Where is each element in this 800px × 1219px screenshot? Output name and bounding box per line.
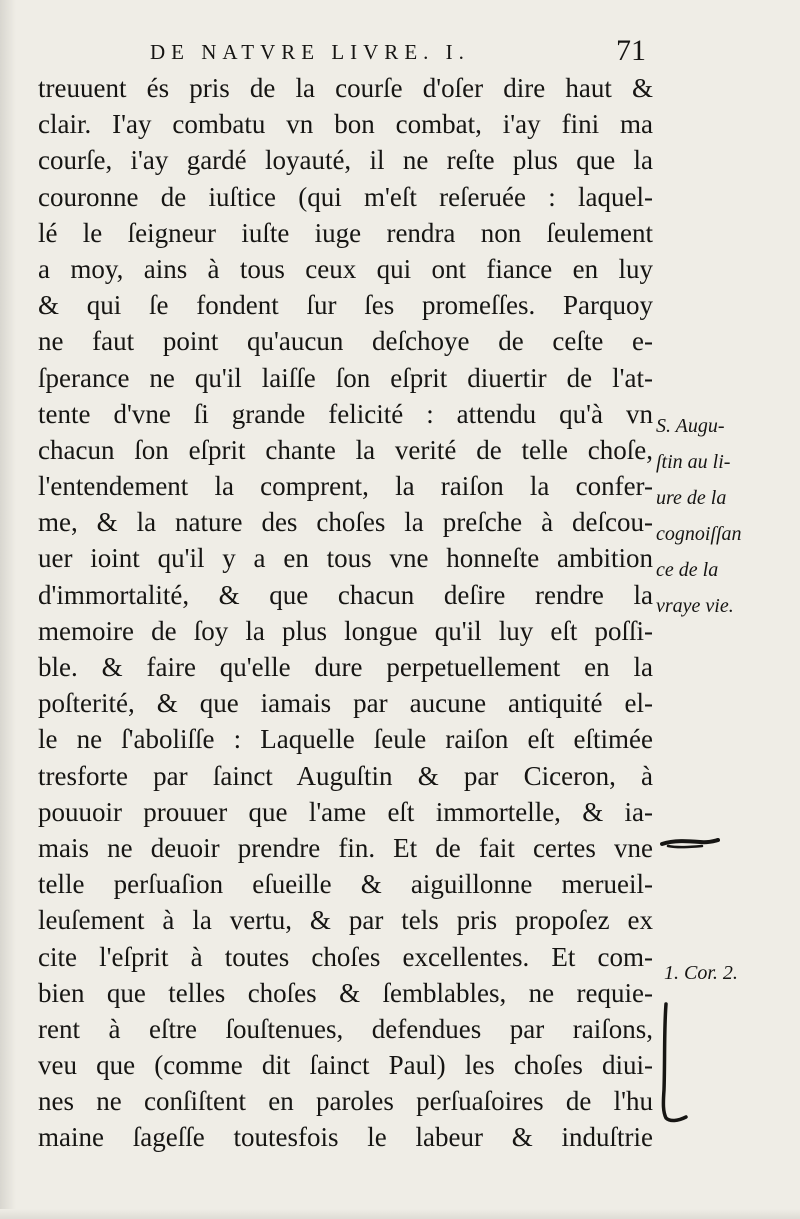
text-line: leuſement à la vertu, & par tels pris propoſez ex <box>38 905 653 936</box>
text-line: ſperance ne qu'il laiſſe ſon eſprit diuertir de l'at- <box>38 362 653 393</box>
text-line: pouuoir prouuer que l'ame eſt immortelle, & ia- <box>38 796 653 827</box>
page-gutter-shadow <box>0 0 16 1219</box>
text-line: uer ioint qu'il y a en tous vne honneſte ambition <box>38 543 653 574</box>
marginal-note-line: ſtin au li- <box>656 451 731 473</box>
text-line: le ne ſ'aboliſſe : Laquelle ſeule raiſon eſt eſtimée <box>38 724 653 755</box>
text-line: d'immortalité, & que chacun deſire rendre la <box>38 579 653 610</box>
running-title: DE NATVRE LIVRE. I. <box>150 40 470 64</box>
text-line: cite l'eſprit à toutes choſes excellentes. Et com- <box>38 941 653 972</box>
text-line: maine ſageſſe toutesfois le labeur & induſtrie <box>38 1122 653 1153</box>
text-line: nes ne conſiſtent en paroles perſuaſoires de l'hu <box>38 1086 653 1117</box>
page-number: 71 <box>616 34 646 67</box>
text-line: chacun ſon eſprit chante la verité de telle choſe, <box>38 434 653 465</box>
text-line: tente d'vne ſi grande felicité : attendu qu'à vn <box>38 398 653 429</box>
marginal-reference: 1. Cor. 2. <box>664 962 738 984</box>
marginal-note-line: cognoiſſan <box>656 523 742 545</box>
text-line: couronne de iuſtice (qui m'eſt reſeruée : laquel- <box>38 181 653 212</box>
marginal-note-line: vraye vie. <box>656 595 734 617</box>
marginal-note-line: S. Augu- <box>656 415 725 437</box>
text-line: mais ne deuoir prendre fin. Et de fait certes vne <box>38 832 653 863</box>
text-line: ble. & faire qu'elle dure perpetuellement en la <box>38 652 653 682</box>
handwritten-bracket-icon <box>652 1000 692 1125</box>
text-line: clair. I'ay combatu vn bon combat, i'ay fini ma <box>38 109 653 140</box>
text-line: ne faut point qu'aucun deſchoye de ceſte e- <box>38 326 653 357</box>
text-line: tresforte par ſainct Auguſtin & par Ciceron, à <box>38 760 653 791</box>
page-bottom-edge <box>0 1209 800 1219</box>
running-head <box>150 34 650 68</box>
marginal-note-line: ce de la <box>656 559 719 581</box>
text-line: courſe, i'ay gardé loyauté, il ne reſte plus que la <box>38 145 653 176</box>
text-line: veu que (comme dit ſainct Paul) les choſes diui- <box>38 1050 653 1081</box>
text-line: rent à eſtre ſouſtenues, defendues par raiſons, <box>38 1013 653 1044</box>
text-line: telle perſuaſion eſueille & aiguillonne merueil- <box>38 869 653 900</box>
text-line: a moy, ains à tous ceux qui ont fiance en luy <box>38 253 653 284</box>
text-line: & qui ſe fondent ſur ſes promeſſes. Parquoy <box>38 290 653 321</box>
marginal-note-line: ure de la <box>656 487 727 509</box>
text-line: bien que telles choſes & ſemblables, ne requie- <box>38 977 653 1008</box>
text-line: treuuent és pris de la courſe d'oſer dire haut & <box>38 73 653 103</box>
text-line: l'entendement la comprent, la raiſon la confer- <box>38 471 653 502</box>
text-line: memoire de ſoy la plus longue qu'il luy eſt poſſi- <box>38 615 653 646</box>
text-line: poſterité, & que iamais par aucune antiquité el- <box>38 688 653 719</box>
ink-mark-icon <box>660 828 720 858</box>
body-text <box>38 70 653 1156</box>
text-line: lé le ſeigneur iuſte iuge rendra non ſeulement <box>38 217 653 248</box>
marginal-note <box>656 408 796 624</box>
text-line: me, & la nature des choſes la preſche à deſcou- <box>38 507 653 538</box>
